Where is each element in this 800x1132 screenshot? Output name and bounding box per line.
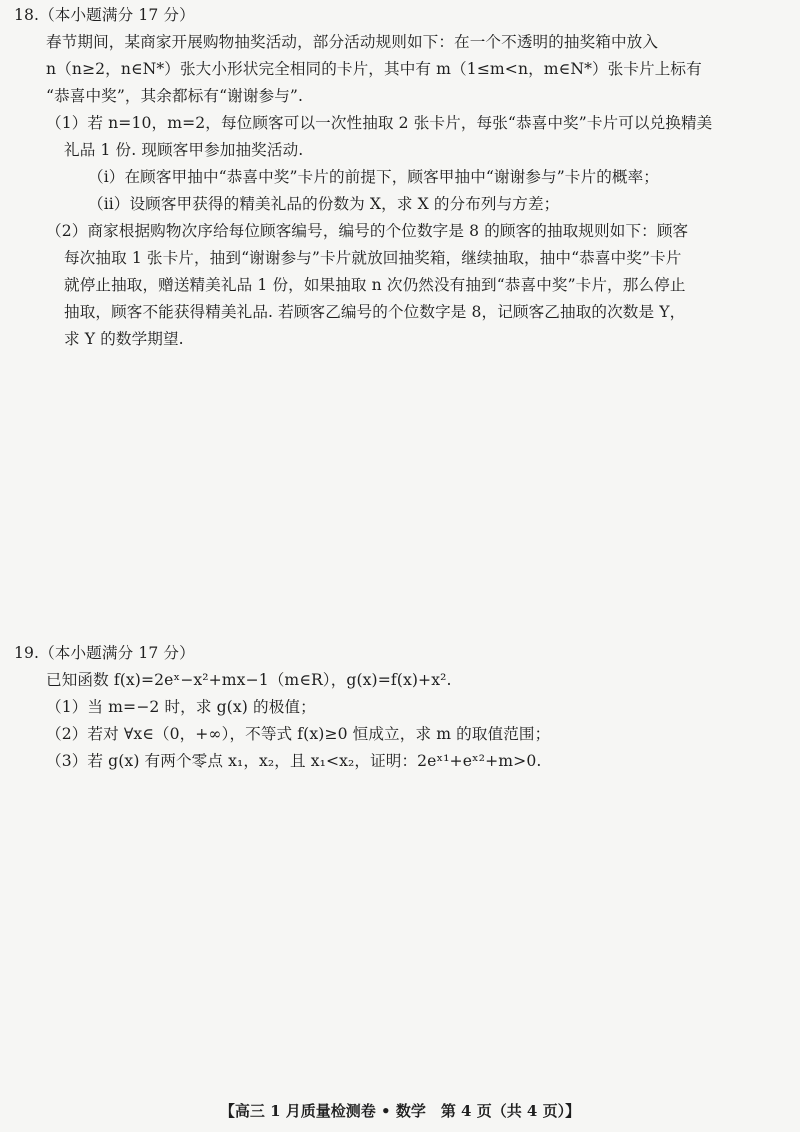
problem-18-stem-line-1: 春节期间，某商家开展购物抽奖活动，部分活动规则如下：在一个不透明的抽奖箱中放入	[46, 33, 659, 51]
problem-18-stem-line-2: n（n≥2，n∈N*）张大小形状完全相同的卡片，其中有 m（1≤m<n，m∈N*）张卡片上标有	[46, 60, 702, 78]
problem-18	[14, 2, 784, 353]
problem-18-header: 18.（本小题满分 17 分）	[14, 6, 195, 24]
problem-19-header: 19.（本小题满分 17 分）	[14, 644, 195, 662]
problem-19-intro: 已知函数 f(x)=2eˣ−x²+mx−1（m∈R），g(x)=f(x)+x².	[46, 671, 452, 689]
problem-18-stem-line-3: “恭喜中奖”，其余都标有“谢谢参与”.	[46, 87, 304, 105]
page-footer: 【高三 1 月质量检测卷 • 数学 第 4 页（共 4 页）】	[219, 1102, 581, 1120]
problem-18-part-2-line-2: 每次抽取 1 张卡片，抽到“谢谢参与”卡片就放回抽奖箱，继续抽取，抽中“恭喜中奖”卡片	[64, 249, 682, 267]
problem-19-part-3: （3）若 g(x) 有两个零点 x₁，x₂，且 x₁<x₂，证明：2eˣ¹+eˣ²+m>0.	[46, 752, 542, 770]
problem-18-part-1-line-2: 礼品 1 份. 现顾客甲参加抽奖活动.	[64, 141, 304, 159]
problem-19-part-2: （2）若对 ∀x∈（0，+∞），不等式 f(x)≥0 恒成立，求 m 的取值范围；	[46, 725, 551, 743]
problem-18-part-1-ii: （ⅱ）设顾客甲获得的精美礼品的份数为 X，求 X 的分布列与方差；	[88, 195, 560, 213]
problem-18-part-1-line-1: （1）若 n=10，m=2，每位顾客可以一次性抽取 2 张卡片，每张“恭喜中奖”卡片可以兑换精美	[46, 114, 713, 132]
problem-18-part-2-line-5: 求 Y 的数学期望.	[64, 330, 184, 348]
problem-18-part-2-line-3: 就停止抽取，赠送精美礼品 1 份，如果抽取 n 次仍然没有抽到“恭喜中奖”卡片，那么停止	[64, 276, 686, 294]
problem-18-part-2-line-1: （2）商家根据购物次序给每位顾客编号，编号的个位数字是 8 的顾客的抽取规则如下：顾客	[46, 222, 689, 240]
problem-18-part-1-i: （ⅰ）在顾客甲抽中“恭喜中奖”卡片的前提下，顾客甲抽中“谢谢参与”卡片的概率；	[88, 168, 659, 186]
problem-19	[14, 640, 784, 775]
problem-19-part-1: （1）当 m=−2 时，求 g(x) 的极值；	[46, 698, 316, 716]
problem-18-part-2-line-4: 抽取，顾客不能获得精美礼品. 若顾客乙编号的个位数字是 8，记顾客乙抽取的次数是 Y，	[64, 303, 686, 321]
